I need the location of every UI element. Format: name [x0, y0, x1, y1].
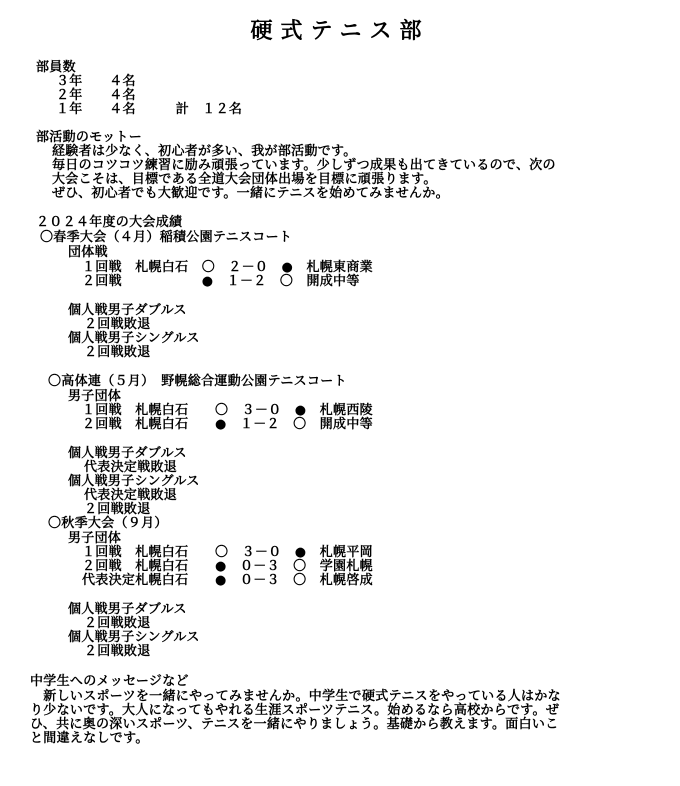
match-result-row: ２回戦 ● １－２ 〇 開成中等 — [82, 274, 360, 289]
members-row: ３年 ４名 — [56, 74, 136, 89]
individual-result: 代表決定戦敗退 — [84, 488, 178, 503]
individual-result: ２回戦敗退 — [84, 345, 151, 360]
results-heading: ２０２４年度の大会成績 — [36, 215, 183, 230]
match-result-row: １回戦 札幌白石 〇 ２－０ ● 札幌東商業 — [82, 260, 373, 275]
autumn-team-label: 男子団体 — [68, 531, 122, 546]
message-line: 新しいスポーツを一緒にやってみませんか。中学生で硬式テニスをやっている人はかな — [30, 689, 561, 704]
individual-event: 個人戦男子ダブルス — [68, 602, 187, 617]
spring-tournament-title: 〇春季大会（４月）稲積公園テニスコート — [40, 230, 293, 245]
message-heading: 中学生へのメッセージなど — [30, 674, 189, 689]
motto-line: 毎日のコツコツ練習に励み頑張っています。少しずつ成果も出てきているので、次の — [52, 158, 556, 173]
match-result-row: １回戦 札幌白石 〇 ３－０ ● 札幌西陵 — [82, 403, 373, 418]
motto-line: 経験者は少なく、初心者が多い、我が部活動です。 — [52, 144, 357, 159]
match-result-row: 代表決定札幌白石 ● ０－３ 〇 札幌啓成 — [82, 573, 373, 588]
individual-result: ２回戦敗退 — [84, 616, 151, 631]
individual-result: 代表決定戦敗退 — [84, 460, 178, 475]
individual-result: ２回戦敗退 — [84, 317, 151, 332]
members-row: １年 ４名 計 １２名 — [56, 102, 243, 117]
individual-event: 個人戦男子シングルス — [68, 331, 200, 346]
individual-event: 個人戦男子シングルス — [68, 630, 200, 645]
message-line: と間違えなしです。 — [30, 731, 149, 746]
match-result-row: ２回戦 札幌白石 ● ０－３ 〇 学園札幌 — [82, 559, 373, 574]
individual-event: 個人戦男子シングルス — [68, 474, 200, 489]
motto-heading: 部活動のモットー — [36, 130, 143, 145]
match-result-row: １回戦 札幌白石 〇 ３－０ ● 札幌平岡 — [82, 545, 373, 560]
individual-event: 個人戦男子ダブルス — [68, 303, 187, 318]
match-result-row: ２回戦 札幌白石 ● １－２ 〇 開成中等 — [82, 417, 373, 432]
spring-team-label: 団体戦 — [68, 245, 108, 260]
motto-line: 大会こそは、目標である全道大会団体出場を目標に頑張ります。 — [52, 172, 437, 187]
message-line: ひ、共に奥の深いスポーツ、テニスを一緒にやりましょう。基礎から教えます。面白いこ — [30, 717, 559, 732]
page-title: 硬式テニス部 — [250, 19, 430, 44]
members-row: ２年 ４名 — [56, 88, 136, 103]
individual-event: 個人戦男子ダブルス — [68, 446, 187, 461]
individual-result: ２回戦敗退 — [84, 644, 151, 659]
autumn-tournament-title: 〇秋季大会（９月） — [48, 516, 168, 531]
kotairen-team-label: 男子団体 — [68, 389, 122, 404]
message-line: り少ないです。大人になってもやれる生涯スポーツテニス。始めるなら高校からです。ぜ — [30, 703, 560, 718]
members-heading: 部員数 — [36, 60, 76, 75]
kotairen-tournament-title: 〇高体連（５月） 野幌総合運動公園テニスコート — [48, 374, 347, 389]
motto-line: ぜひ、初心者でも大歓迎です。一緒にテニスを始めてみませんか。 — [52, 186, 449, 201]
individual-result: ２回戦敗退 — [84, 502, 151, 517]
